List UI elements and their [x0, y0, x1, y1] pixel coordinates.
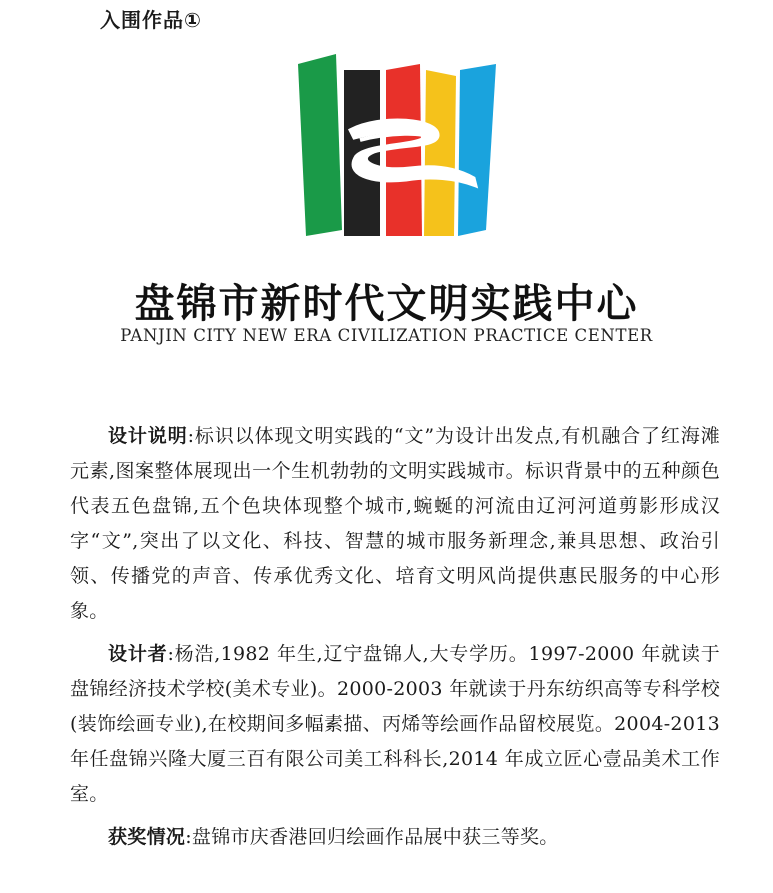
awards-label: 获奖情况 [108, 826, 186, 848]
logo-stripe-green [298, 54, 342, 236]
design-description-text: :标识以体现文明实践的“文”为设计出发点,有机融合了红海滩元素,图案整体展现出一个生机勃勃的文明实践城市。标识背景中的五种颜色代表五色盘锦,五个色块体现整个城市,蜿蜒的河流由辽河河道剪影形成汉字“文”,突出了以文化、科技、智慧的城市服务新理念,兼具思想、政治引领、传播党的声音、传承优秀文化、培育文明风尚提供惠民服务的中心形象。 [70, 425, 720, 622]
logo-stripe-blue [458, 64, 496, 236]
logo-stripe-yellow [424, 70, 456, 236]
design-description-paragraph [70, 419, 720, 629]
logo-emblem [290, 52, 500, 242]
designer-text: :杨浩,1982 年生,辽宁盘锦人,大专学历。1997-2000 年就读于盘锦经济技术学校(美术专业)。2000-2003 年就读于丹东纺织高等专科学校(装饰绘画专业),在校期间多幅素描、丙烯等绘画作品留校展览。2004-2013 年任盘锦兴隆大厦三百有限公司美工科科长,2014 年成立匠心壹品美术工作室。 [70, 643, 720, 805]
logo-stripe-red [386, 64, 422, 236]
designer-paragraph [70, 637, 720, 812]
logo-title-cn: 盘锦市新时代文明实践中心 [134, 281, 639, 327]
article-body [70, 419, 720, 863]
designer-label: 设计者 [108, 643, 168, 665]
awards-paragraph [70, 820, 720, 855]
page-header: 入围作品① [100, 8, 202, 32]
design-description-label: 设计说明 [108, 425, 188, 447]
logo-title-en: PANJIN CITY NEW ERA CIVILIZATION PRACTICE CENTER [120, 326, 653, 345]
awards-text: :盘锦市庆香港回归绘画作品展中获三等奖。 [185, 826, 559, 848]
